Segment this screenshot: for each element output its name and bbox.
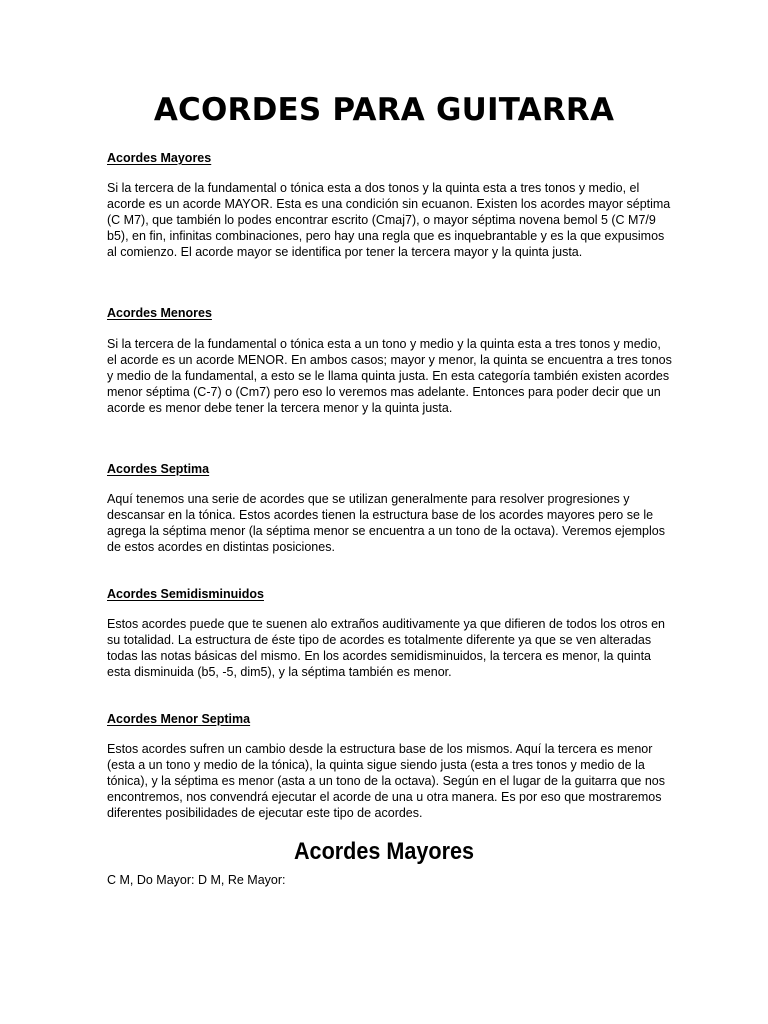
- section-text-menores: Si la tercera de la fundamental o tónica esta a un tono y medio y la quinta esta a tres tonos y medio, el acorde es un acorde MENOR. En ambos casos; mayor y menor, la quinta se encuentra a tres tonos y medio de la fundamental, a esto se le llama quinta justa. En esta categoría también existen acordes menor séptima (C-7) o (Cm7) pero eso lo veremos mas adelante. Entonces para poder decir que un acorde es menor debe tener la tercera menor y la quinta justa.: [107, 337, 672, 415]
- document-title: ACORDES PARA GUITARRA: [153, 92, 615, 128]
- section-text-septima: Aquí tenemos una serie de acordes que se utilizan generalmente para resolver progresiones y descansar en la tónica. Estos acordes tienen la estructura base de los acordes mayores pero se le agrega la séptima menor (la séptima menor se encuentra a un tono de la octava). Veremos ejemplos de estos acordes en distintas posiciones.: [107, 492, 665, 554]
- section-text-semidisminuidos: Estos acordes puede que te suenen alo extraños auditivamente ya que difieren de todos los otros en su totalidad. La estructura de éste tipo de acordes es totalmente diferente ya que se ven alteradas todas las notas básicas del mismo. En los acordes semidisminuidos, la tercera es menor, la quinta esta disminuida (b5, -5, dim5), y la séptima también es menor.: [107, 617, 666, 679]
- chord-list-line: C M, Do Mayor: D M, Re Mayor:: [107, 873, 286, 887]
- section-text-menor-septima: Estos acordes sufren un cambio desde la estructura base de los mismos. Aquí la tercera es menor (esta a un tono y medio de la tónica), la quinta sigue siendo justa (esta a tres tonos y medio de la tónica), y la séptima es menor (asta a un tono de la octava). Según en el lugar de la guitarra que nos encontremos, nos convendrá ejecutar el acorde de una u otra manera. Es por eso que mostraremos diferentes posibilidades de ejecutar este tipo de acordes.: [107, 742, 665, 820]
- section-subtitle: Acordes Mayores: [293, 838, 475, 865]
- section-heading-menores: Acordes Menores: [107, 306, 212, 320]
- section-heading-semidisminuidos: Acordes Semidisminuidos: [107, 587, 264, 601]
- section-heading-septima: Acordes Septima: [107, 462, 210, 476]
- section-heading-menor-septima: Acordes Menor Septima: [107, 712, 251, 726]
- section-heading-mayores: Acordes Mayores: [107, 151, 212, 165]
- section-text-mayores: Si la tercera de la fundamental o tónica esta a dos tonos y la quinta esta a tres tonos y medio, el acorde es un acorde MAYOR. Esta es una condición sin ecuanon. Existen los acordes mayor séptima (C M7), que también lo podes encontrar escrito (Cmaj7), o mayor séptima novena bemol 5 (C M7/9 b5), en fin, infinitas combinaciones, pero hay una regla que es inquebrantable y es la que expusimos al comienzo. El acorde mayor se identifica por tener la tercera mayor y la quinta justa.: [107, 181, 671, 259]
